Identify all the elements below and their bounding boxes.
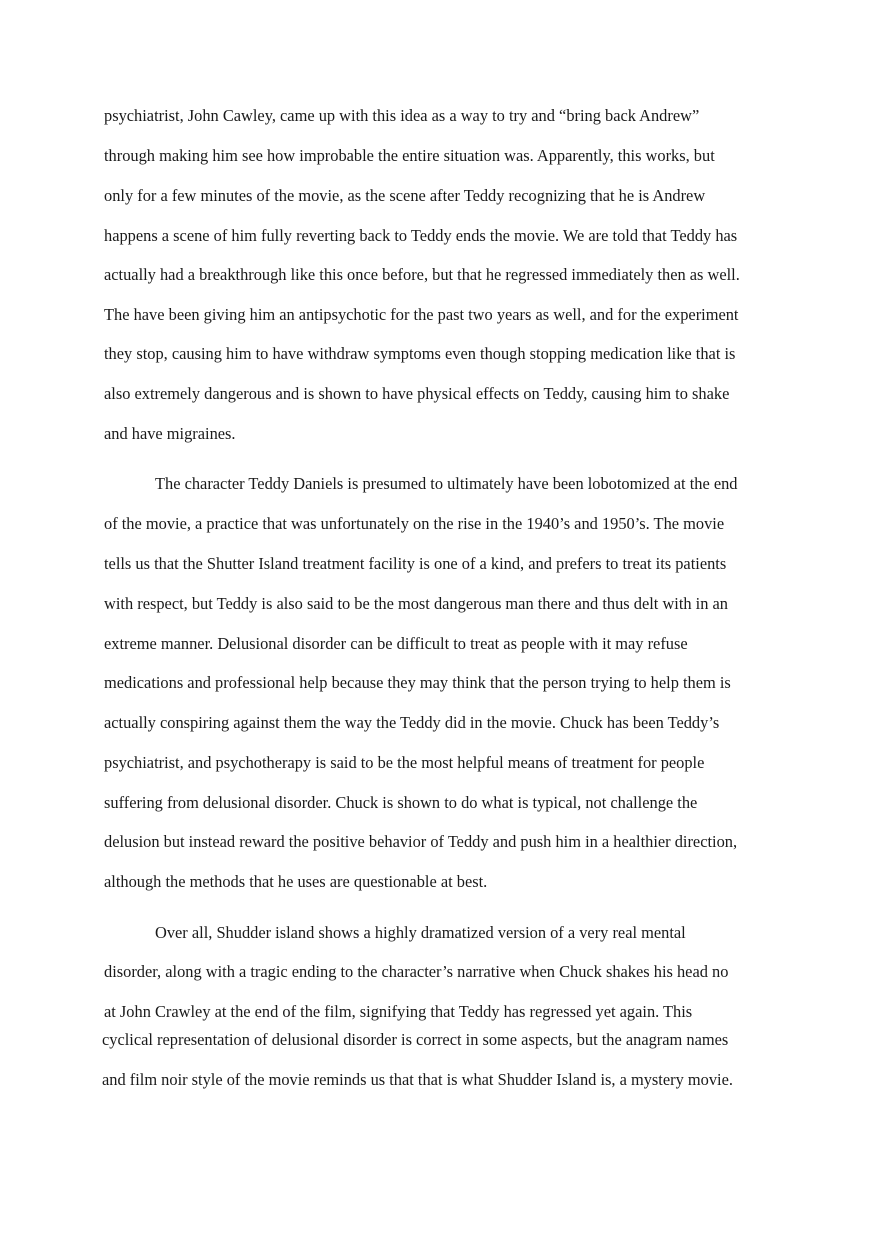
paragraph-2-line-10: delusion but instead reward the positive behavior of Teddy and push him in a healthier direction, [104, 832, 738, 851]
paragraph-1-line-9: and have migraines. [104, 424, 236, 443]
paragraph-3-line-4: cyclical representation of delusional disorder is correct in some aspects, but the anagram names [102, 1030, 729, 1049]
paragraph-2-line-1: The character Teddy Daniels is presumed to ultimately have been lobotomized at the end [155, 474, 738, 493]
paragraph-1-line-2: through making him see how improbable the entire situation was. Apparently, this works, but [104, 146, 715, 165]
paragraph-2-line-11: although the methods that he uses are questionable at best. [104, 872, 488, 891]
paragraph-1-line-5: actually had a breakthrough like this once before, but that he regressed immediately then as well. [104, 265, 740, 284]
paragraph-2-line-9: suffering from delusional disorder. Chuck is shown to do what is typical, not challenge the [104, 793, 698, 812]
paragraph-1-line-6: The have been giving him an antipsychotic for the past two years as well, and for the experiment [104, 305, 739, 324]
paragraph-2-line-8: psychiatrist, and psychotherapy is said to be the most helpful means of treatment for people [104, 753, 705, 772]
paragraph-2-line-4: with respect, but Teddy is also said to be the most dangerous man there and thus delt with in an [104, 594, 729, 613]
paragraph-2-line-2: of the movie, a practice that was unfortunately on the rise in the 1940’s and 1950’s. The movie [104, 514, 725, 533]
paragraph-3-line-5: and film noir style of the movie reminds us that that is what Shudder Island is, a mystery movie. [102, 1070, 733, 1089]
paragraph-3-line-1: Over all, Shudder island shows a highly dramatized version of a very real mental [155, 923, 686, 942]
paragraph-1-line-4: happens a scene of him fully reverting back to Teddy ends the movie. We are told that Teddy has [104, 226, 738, 245]
paragraph-3-line-3: at John Crawley at the end of the film, signifying that Teddy has regressed yet again. This [104, 1002, 693, 1021]
paragraph-1-line-8: also extremely dangerous and is shown to have physical effects on Teddy, causing him to shake [104, 384, 730, 403]
paragraph-2-line-7: actually conspiring against them the way the Teddy did in the movie. Chuck has been Teddy’s [104, 713, 720, 732]
paragraph-1-line-7: they stop, causing him to have withdraw symptoms even though stopping medication like that is [104, 344, 736, 363]
paragraph-1-line-1: psychiatrist, John Cawley, came up with this idea as a way to try and “bring back Andrew” [104, 106, 700, 125]
paragraph-2-line-5: extreme manner. Delusional disorder can be difficult to treat as people with it may refuse [104, 634, 688, 653]
paragraph-2-line-3: tells us that the Shutter Island treatment facility is one of a kind, and prefers to treat its patients [104, 554, 727, 573]
paragraph-2-line-6: medications and professional help because they may think that the person trying to help them is [104, 673, 731, 692]
paragraph-3-line-2: disorder, along with a tragic ending to the character’s narrative when Chuck shakes his head no [104, 962, 729, 981]
paragraph-1-line-3: only for a few minutes of the movie, as the scene after Teddy recognizing that he is Andrew [104, 186, 706, 205]
